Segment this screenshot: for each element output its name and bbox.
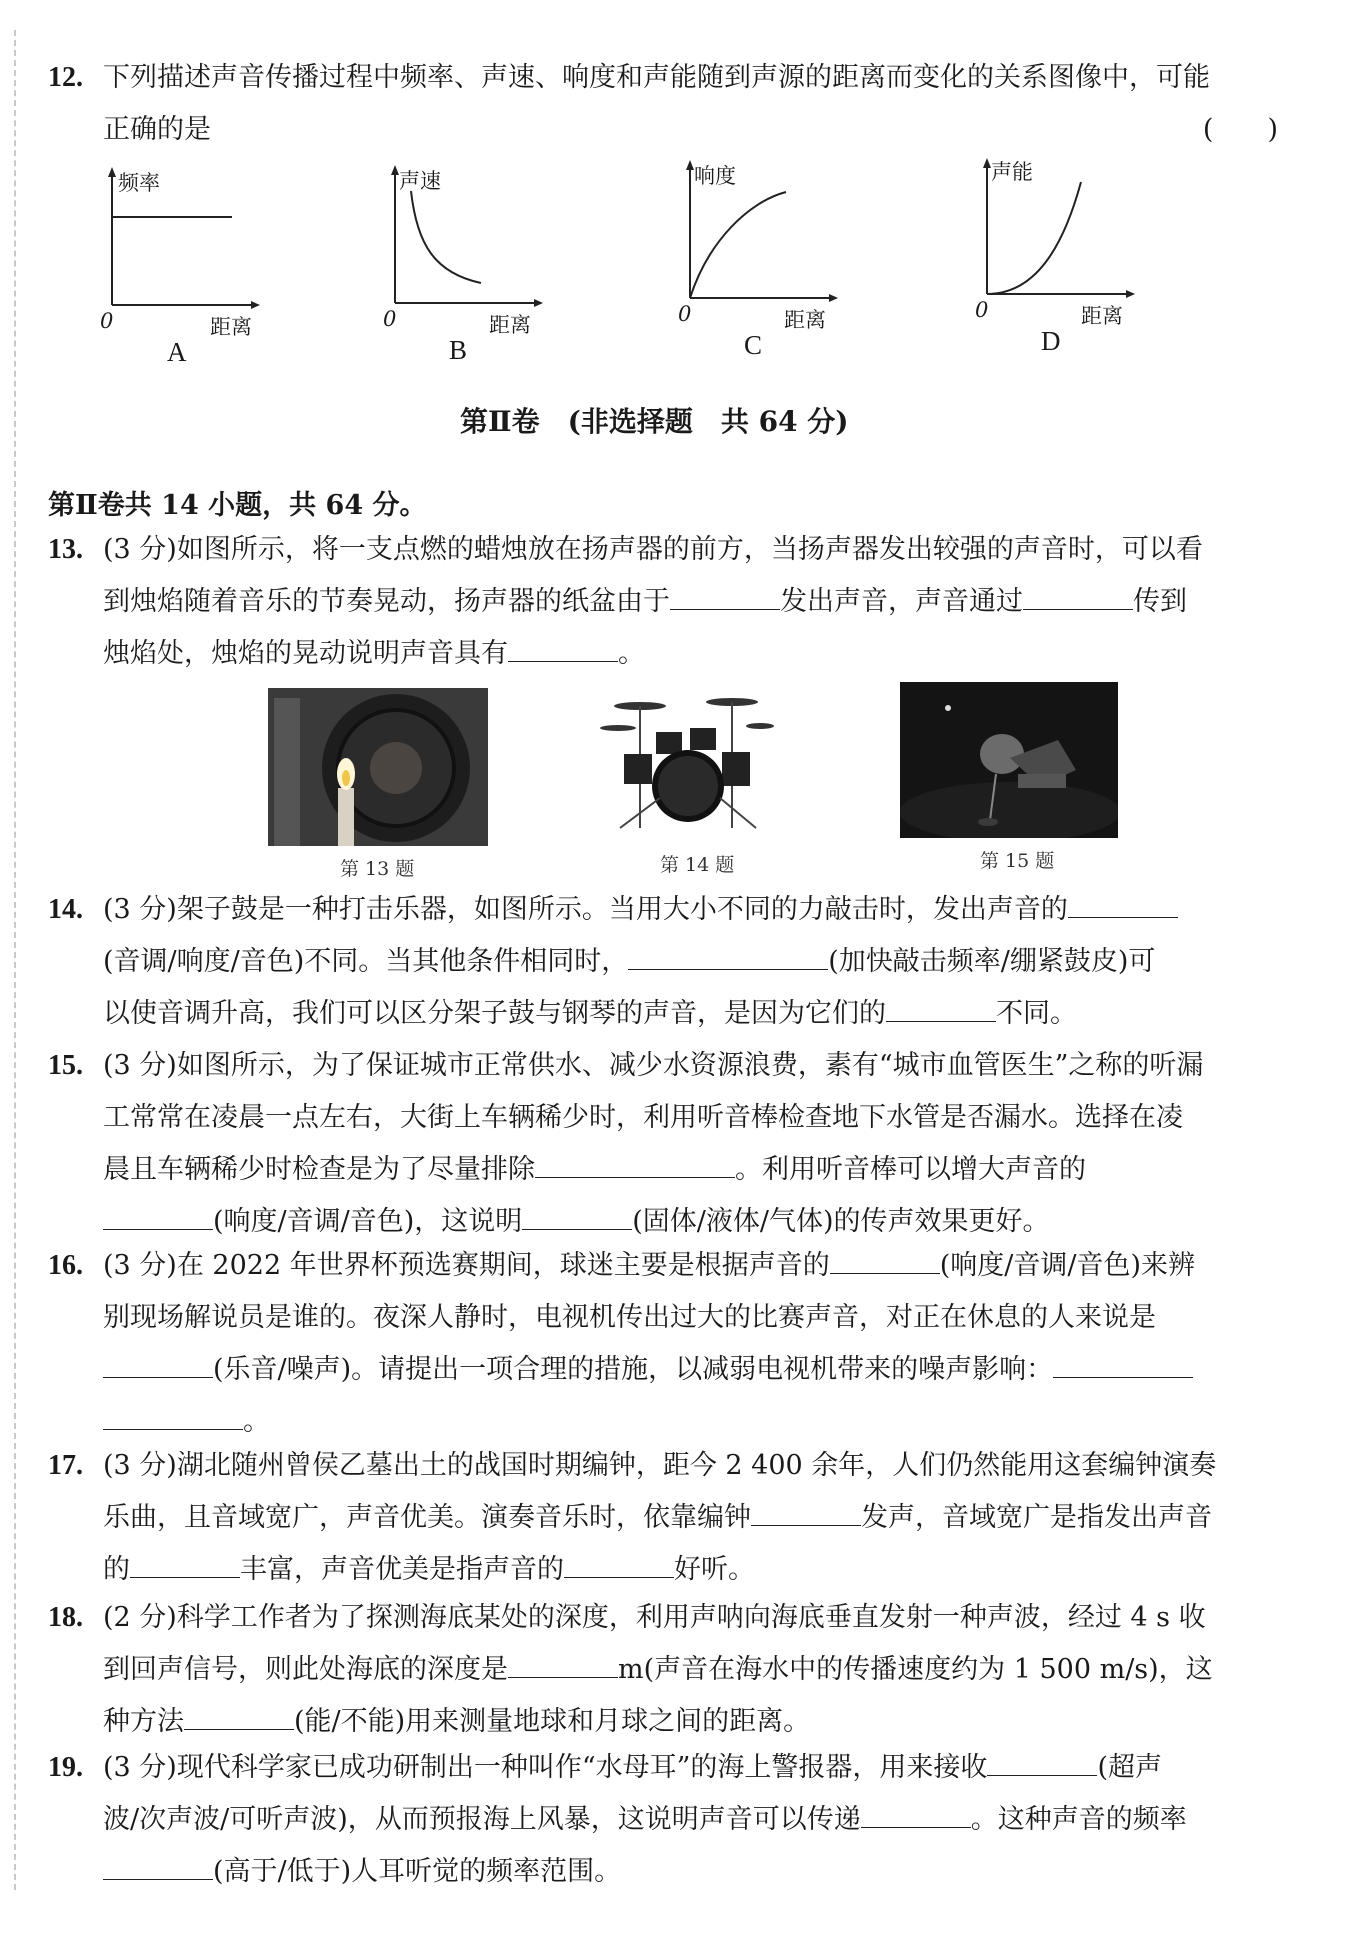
x-axis-label: 距离 <box>210 315 252 339</box>
answer-blank[interactable] <box>564 1551 674 1578</box>
answer-blank[interactable] <box>103 1403 243 1430</box>
answer-blank[interactable] <box>830 1247 940 1274</box>
question-text: (3 分)在 2022 年世界杯预选赛期间，球迷主要是根据声音的 <box>103 1250 830 1281</box>
question-text: 。 <box>618 638 645 669</box>
speaker-candle-photo <box>268 688 488 846</box>
speaker-candle-illustration <box>268 688 488 846</box>
question-text: (乐音/噪声)。请提出一项合理的措施，以减弱电视机带来的噪声影响： <box>213 1354 1054 1385</box>
y-axis-label: 频率 <box>118 171 160 195</box>
question-12 <box>48 52 1298 156</box>
x-axis-label: 距离 <box>489 313 531 337</box>
question-text: 正确的是 <box>103 114 211 145</box>
question-text: (加快敲击频率/绷紧鼓皮)可 <box>828 946 1156 977</box>
answer-blank[interactable] <box>886 995 996 1022</box>
question-text: 发出声音，声音通过 <box>780 586 1023 617</box>
question-text: 的 <box>103 1554 130 1585</box>
question-text: 丰富，声音优美是指声音的 <box>240 1554 564 1585</box>
question-15 <box>48 1040 1298 1248</box>
question-text: (音调/响度/音色)不同。当其他条件相同时， <box>103 946 629 977</box>
answer-blank[interactable] <box>508 635 618 662</box>
question-text: 。利用听音棒可以增大声音的 <box>735 1154 1086 1185</box>
section-title: 第Ⅱ卷 (非选择题 共 64 分) <box>460 405 849 438</box>
graph-c-curve <box>690 192 786 298</box>
answer-blank[interactable] <box>670 583 780 610</box>
answer-blank[interactable] <box>184 1703 294 1730</box>
option-letter: D <box>1041 326 1061 356</box>
y-axis-label: 响度 <box>694 164 736 188</box>
binding-margin-line <box>14 30 16 1890</box>
question-text: (响度/音调/音色)来辨 <box>939 1250 1195 1281</box>
question-text: (超声 <box>1097 1752 1162 1783</box>
graph-d-curve <box>987 182 1081 294</box>
y-axis-label: 声速 <box>399 169 441 193</box>
question-17 <box>48 1440 1298 1596</box>
answer-blank[interactable] <box>103 1203 213 1230</box>
question-text: (3 分)架子鼓是一种打击乐器，如图所示。当用大小不同的力敲击时，发出声音的 <box>103 894 1068 925</box>
question-text: 乐曲，且音域宽广，声音优美。演奏音乐时，依靠编钟 <box>103 1502 751 1533</box>
question-text: 工常常在凌晨一点左右，大街上车辆稀少时，利用听音棒检查地下水管是否漏水。选择在凌 <box>103 1102 1183 1133</box>
question-14 <box>48 884 1298 1040</box>
question-18 <box>48 1592 1298 1748</box>
question-text: 发声，音域宽广是指发出声音 <box>861 1502 1212 1533</box>
question-text: 不同。 <box>996 998 1077 1029</box>
question-text: 到回声信号，则此处海底的深度是 <box>103 1654 508 1685</box>
answer-blank[interactable] <box>103 1351 213 1378</box>
origin-label: 0 <box>678 302 692 326</box>
graph-c <box>678 150 848 360</box>
option-letter: B <box>449 335 468 365</box>
answer-blank[interactable] <box>1068 891 1178 918</box>
question-13 <box>48 524 1298 680</box>
figure-caption-15: 第 15 题 <box>980 850 1055 872</box>
question-number: 14. <box>48 894 83 925</box>
answer-blank[interactable] <box>987 1749 1097 1776</box>
answer-blank[interactable] <box>535 1151 735 1178</box>
question-text: (3 分)现代科学家已成功研制出一种叫作“水母耳”的海上警报器，用来接收 <box>103 1752 988 1783</box>
question-text: (3 分)湖北随州曾侯乙墓出土的战国时期编钟，距今 2 400 余年，人们仍然能用这套编钟演奏 <box>103 1450 1217 1481</box>
answer-parentheses[interactable]: ( ) <box>1202 114 1278 145</box>
graph-b <box>383 155 553 365</box>
leak-listener-illustration <box>900 682 1118 838</box>
figure-caption-13: 第 13 题 <box>340 858 415 880</box>
question-text: (高于/低于)人耳听觉的频率范围。 <box>213 1856 622 1887</box>
option-letter: A <box>167 337 187 367</box>
origin-label: 0 <box>975 298 989 322</box>
drum-kit-photo <box>600 688 776 838</box>
x-axis-label: 距离 <box>784 308 826 332</box>
question-text: (2 分)科学工作者为了探测海底某处的深度，利用声呐向海底垂直发射一种声波，经过 4 s 收 <box>103 1602 1206 1633</box>
question-text: 别现场解说员是谁的。夜深人静时，电视机传出过大的比赛声音，对正在休息的人来说是 <box>103 1302 1156 1333</box>
question-text: m(声音在海水中的传播速度约为 1 500 m/s)，这 <box>618 1654 1213 1685</box>
figure-caption-14: 第 14 题 <box>660 854 735 876</box>
question-text: 下列描述声音传播过程中频率、声速、响度和声能随到声源的距离而变化的关系图像中，可能 <box>103 62 1210 93</box>
answer-blank[interactable] <box>628 943 828 970</box>
question-number: 13. <box>48 534 83 565</box>
answer-blank[interactable] <box>1053 1351 1193 1378</box>
question-text: (3 分)如图所示，为了保证城市正常供水、减少水资源浪费，素有“城市血管医生”之称的听漏 <box>103 1050 1204 1081</box>
question-text: (固体/液体/气体)的传声效果更好。 <box>632 1206 1050 1237</box>
section-note: 第Ⅱ卷共 14 小题，共 64 分。 <box>48 490 427 521</box>
origin-label: 0 <box>100 309 114 333</box>
question-19 <box>48 1742 1298 1898</box>
answer-blank[interactable] <box>861 1801 971 1828</box>
answer-blank[interactable] <box>508 1651 618 1678</box>
answer-blank[interactable] <box>103 1853 213 1880</box>
question-text: (响度/音调/音色)，这说明 <box>213 1206 523 1237</box>
question-number: 15. <box>48 1050 83 1081</box>
question-text: 。这种声音的频率 <box>970 1804 1187 1835</box>
graph-d <box>975 148 1145 358</box>
question-text: (能/不能)用来测量地球和月球之间的距离。 <box>294 1706 811 1737</box>
question-text: 好听。 <box>674 1554 755 1585</box>
question-number: 16. <box>48 1250 83 1281</box>
question-text: 以使音调升高，我们可以区分架子鼓与钢琴的声音，是因为它们的 <box>103 998 886 1029</box>
option-letter: C <box>744 330 763 360</box>
answer-blank[interactable] <box>130 1551 240 1578</box>
question-text: 波/次声波/可听声波)，从而预报海上风暴，这说明声音可以传递 <box>103 1804 861 1835</box>
answer-blank[interactable] <box>1023 583 1133 610</box>
drum-kit-illustration <box>600 688 776 838</box>
question-text: 到烛焰随着音乐的节奏晃动，扬声器的纸盆由于 <box>103 586 670 617</box>
x-axis-label: 距离 <box>1081 304 1123 328</box>
question-text: 烛焰处，烛焰的晃动说明声音具有 <box>103 638 508 669</box>
origin-label: 0 <box>383 307 397 331</box>
leak-listener-photo <box>900 682 1118 838</box>
answer-blank[interactable] <box>522 1203 632 1230</box>
y-axis-label: 声能 <box>991 160 1033 184</box>
question-text: 传到 <box>1133 586 1187 617</box>
graph-b-curve <box>411 191 481 283</box>
question-number: 12. <box>48 62 83 93</box>
question-text: (3 分)如图所示，将一支点燃的蜡烛放在扬声器的前方，当扬声器发出较强的声音时，可以看 <box>103 534 1203 565</box>
question-16 <box>48 1240 1298 1448</box>
answer-blank[interactable] <box>751 1499 861 1526</box>
question-number: 19. <box>48 1752 83 1783</box>
question-text: 。 <box>243 1406 270 1437</box>
question-number: 18. <box>48 1602 83 1633</box>
graph-a <box>100 155 270 365</box>
question-text: 晨且车辆稀少时检查是为了尽量排除 <box>103 1154 535 1185</box>
question-number: 17. <box>48 1450 83 1481</box>
question-text: 种方法 <box>103 1706 184 1737</box>
